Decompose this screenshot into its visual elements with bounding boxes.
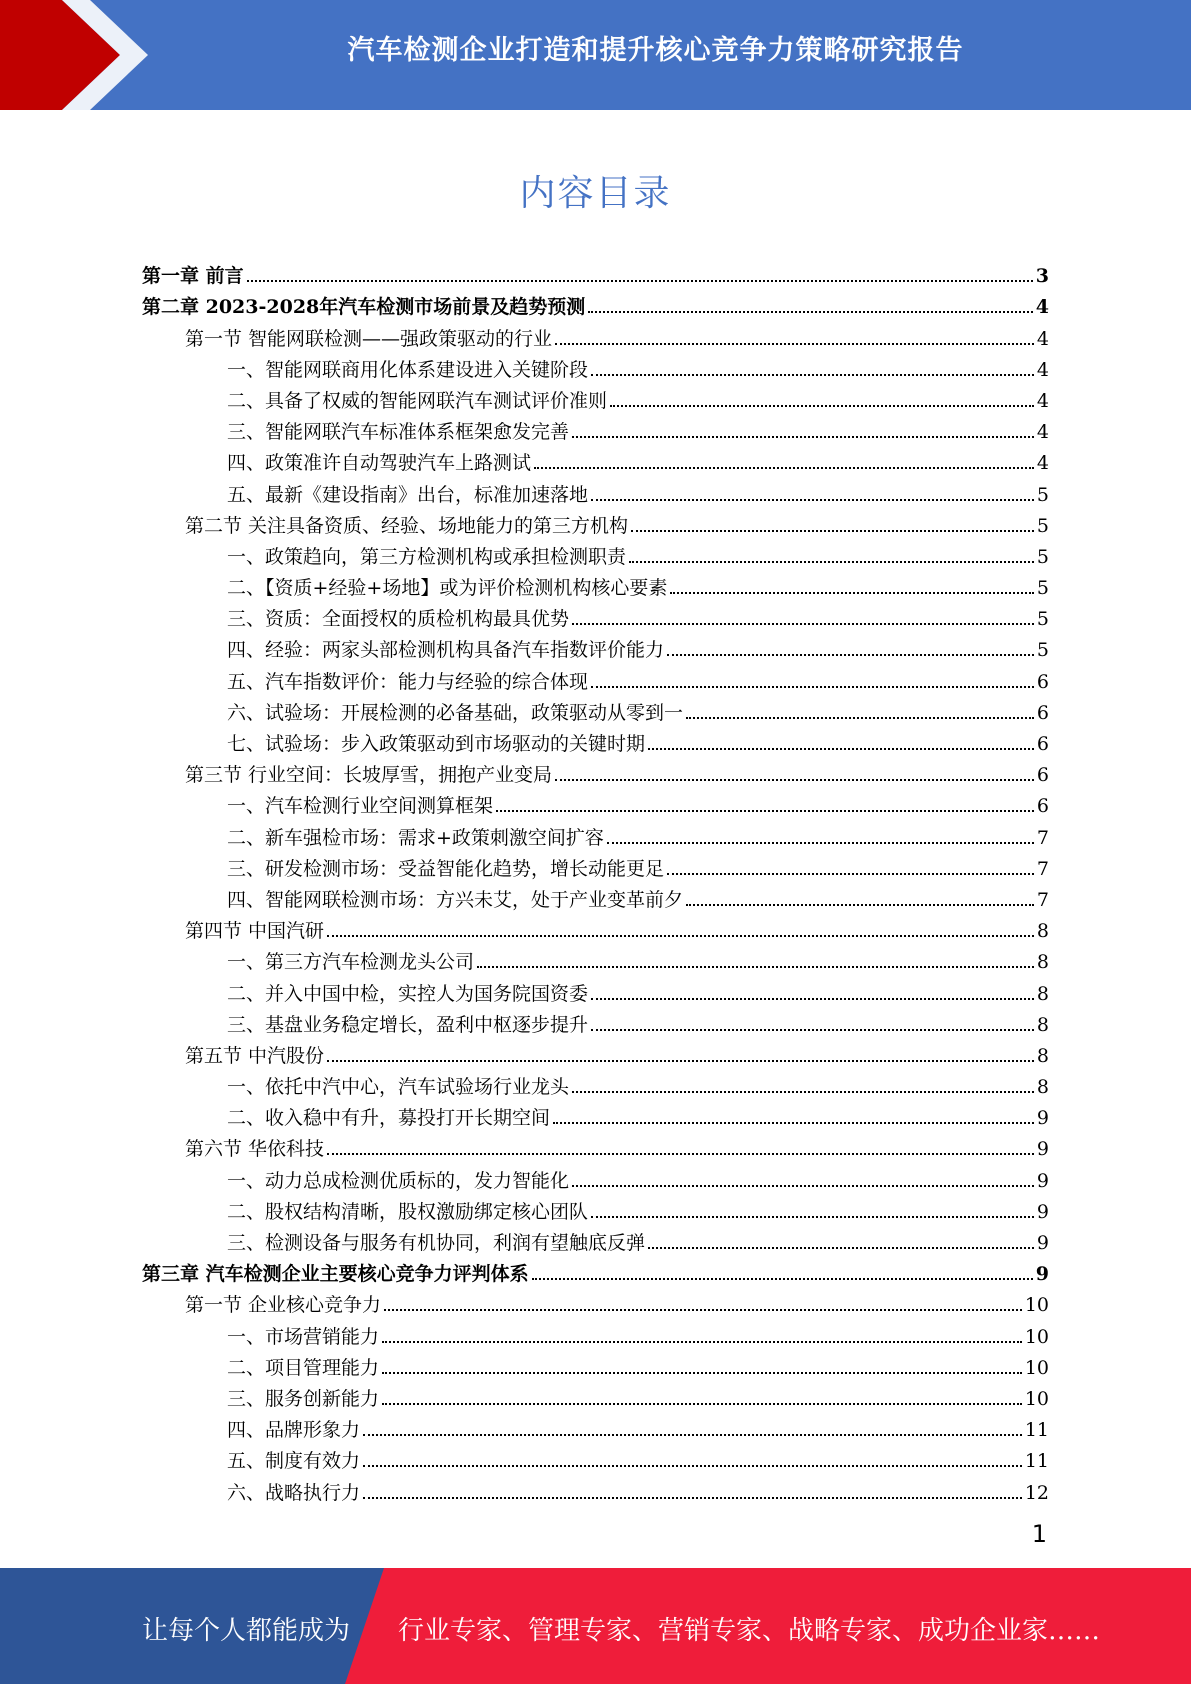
toc-entry-page: 9 xyxy=(1036,1138,1049,1161)
toc-entry[interactable] xyxy=(142,568,1049,599)
toc-leader-dots xyxy=(555,779,1034,781)
toc-entry-page: 8 xyxy=(1036,982,1049,1005)
toc-entry[interactable] xyxy=(142,1005,1049,1036)
toc-entry[interactable] xyxy=(142,287,1049,318)
footer-banner xyxy=(0,1568,1191,1684)
toc-leader-dots xyxy=(648,748,1034,750)
toc-entry-label: 一、动力总成检测优质标的，发力智能化 xyxy=(227,1169,570,1192)
toc-entry-label: 二、具备了权威的智能网联汽车测试评价准则 xyxy=(227,389,608,412)
report-title: 汽车检测企业打造和提升核心竞争力策略研究报告 xyxy=(347,35,964,66)
toc-entry[interactable] xyxy=(142,661,1049,692)
toc-entry-page: 10 xyxy=(1024,1356,1049,1379)
toc-entry-label: 六、试验场：开展检测的必备基础，政策驱动从零到一 xyxy=(227,701,684,724)
toc-entry-page: 4 xyxy=(1036,327,1049,350)
toc-entry-label: 一、依托中汽中心，汽车试验场行业龙头 xyxy=(227,1076,570,1099)
toc-entry-page: 8 xyxy=(1036,1013,1049,1036)
toc-entry-page: 10 xyxy=(1024,1325,1049,1348)
toc-leader-dots xyxy=(327,1153,1034,1155)
toc-entry-page: 4 xyxy=(1035,296,1049,319)
toc-entry[interactable] xyxy=(142,911,1049,942)
toc-entry-label: 第四节 中国汽研 xyxy=(185,920,325,943)
toc-entry-label: 第一节 企业核心竞争力 xyxy=(185,1294,382,1317)
toc-entry[interactable] xyxy=(142,506,1049,537)
toc-entry-label: 二、股权结构清晰，股权激励绑定核心团队 xyxy=(227,1200,589,1223)
toc-leader-dots xyxy=(607,842,1034,844)
toc-entry-label: 第三章 汽车检测企业主要核心竞争力评判体系 xyxy=(142,1263,529,1286)
toc-entry[interactable] xyxy=(142,1129,1049,1160)
toc-entry-page: 9 xyxy=(1036,1200,1049,1223)
toc-entry[interactable] xyxy=(142,1098,1049,1129)
toc-entry-page: 6 xyxy=(1036,670,1049,693)
toc-entry-label: 六、战略执行力 xyxy=(227,1481,361,1504)
toc-entry-page: 6 xyxy=(1036,701,1049,724)
toc-leader-dots xyxy=(572,623,1034,625)
toc-entry-label: 五、汽车指数评价：能力与经验的综合体现 xyxy=(227,670,589,693)
toc-leader-dots xyxy=(591,1216,1034,1218)
toc-leader-dots xyxy=(572,1185,1034,1187)
toc-entry[interactable] xyxy=(142,1379,1049,1410)
toc-entry-page: 11 xyxy=(1024,1450,1049,1473)
toc-entry-label: 二、【资质+经验+场地】或为评价检测机构核心要素 xyxy=(227,577,668,600)
toc-entry-label: 第五节 中汽股份 xyxy=(185,1044,325,1067)
toc-entry-label: 一、智能网联商用化体系建设进入关键阶段 xyxy=(227,358,589,381)
toc-heading: 内容目录 xyxy=(519,173,672,214)
toc-leader-dots xyxy=(382,1372,1022,1374)
toc-entry-label: 第一节 智能网联检测——强政策驱动的行业 xyxy=(185,327,553,350)
toc-leader-dots xyxy=(534,467,1034,469)
toc-entry-label: 第二章 2023-2028年汽车检测市场前景及趋势预测 xyxy=(142,296,586,319)
toc-leader-dots xyxy=(588,311,1033,313)
toc-entry-label: 三、服务创新能力 xyxy=(227,1387,380,1410)
toc-entry[interactable] xyxy=(142,350,1049,381)
toc-entry-label: 二、收入稳中有升，募投打开长期空间 xyxy=(227,1107,551,1130)
toc-entry[interactable] xyxy=(142,1472,1049,1503)
toc-entry-page: 8 xyxy=(1036,951,1049,974)
toc-entry-label: 七、试验场：步入政策驱动到市场驱动的关键时期 xyxy=(227,733,646,755)
toc-leader-dots xyxy=(591,374,1034,376)
toc-entry-label: 一、市场营销能力 xyxy=(227,1325,380,1348)
toc-entry-label: 第二节 关注具备资质、经验、场地能力的第三方机构 xyxy=(185,514,629,537)
toc-entry[interactable] xyxy=(142,1410,1049,1441)
toc-leader-dots xyxy=(629,561,1034,563)
toc-entry-label: 一、第三方汽车检测龙头公司 xyxy=(227,951,475,974)
toc-leader-dots xyxy=(363,1497,1022,1499)
toc-leader-dots xyxy=(670,592,1034,594)
toc-entry[interactable] xyxy=(142,942,1049,973)
toc-leader-dots xyxy=(591,686,1034,688)
toc-entry[interactable] xyxy=(142,849,1049,880)
toc-entry[interactable] xyxy=(142,381,1049,412)
toc-entry-page: 8 xyxy=(1036,1076,1049,1099)
toc-entry[interactable] xyxy=(142,1348,1049,1379)
toc-entry-label: 四、政策准许自动驾驶汽车上路测试 xyxy=(227,452,532,475)
toc-entry-page: 5 xyxy=(1036,545,1049,568)
toc-leader-dots xyxy=(686,717,1034,719)
toc-entry-label: 二、新车强检市场：需求+政策刺激空间扩容 xyxy=(227,826,604,849)
toc-entry-page: 8 xyxy=(1036,1044,1049,1067)
toc-entry-page: 8 xyxy=(1036,920,1049,943)
toc-leader-dots xyxy=(686,904,1034,906)
toc-leader-dots xyxy=(327,935,1034,937)
toc-entry-label: 二、项目管理能力 xyxy=(227,1356,380,1379)
toc-entry-label: 五、制度有效力 xyxy=(227,1450,361,1473)
toc-entry-page: 10 xyxy=(1024,1294,1049,1317)
toc-leader-dots xyxy=(555,343,1034,345)
toc-entry-page: 7 xyxy=(1036,857,1049,880)
toc-entry-label: 三、检测设备与服务有机协同，利润有望触底反弹 xyxy=(227,1232,646,1254)
toc-leader-dots xyxy=(327,1060,1034,1062)
toc-entry-page: 5 xyxy=(1036,483,1049,506)
toc-entry-label: 三、智能网联汽车标准体系框架愈发完善 xyxy=(227,421,570,444)
toc-entry-page: 3 xyxy=(1035,265,1049,288)
toc-entry[interactable] xyxy=(142,256,1049,287)
toc-leader-dots xyxy=(382,1341,1022,1343)
toc-entry[interactable] xyxy=(142,1285,1049,1316)
toc-entry-label: 第一章 前言 xyxy=(142,265,244,288)
toc-entry-label: 一、汽车检测行业空间测算框架 xyxy=(227,795,494,818)
toc-leader-dots xyxy=(591,998,1034,1000)
toc-entry[interactable] xyxy=(142,474,1049,505)
toc-leader-dots xyxy=(532,1278,1033,1280)
toc-entry-page: 7 xyxy=(1036,888,1049,911)
toc-entry-page: 4 xyxy=(1036,358,1049,381)
toc-entry[interactable] xyxy=(142,1067,1049,1098)
toc-entry-page: 12 xyxy=(1024,1481,1049,1504)
toc-entry-page: 4 xyxy=(1036,452,1049,475)
toc-entry[interactable] xyxy=(142,693,1049,724)
toc-entry-label: 二、并入中国中检，实控人为国务院国资委 xyxy=(227,982,589,1005)
toc-leader-dots xyxy=(631,530,1034,532)
toc-entry-page: 5 xyxy=(1036,639,1049,662)
toc-leader-dots xyxy=(247,280,1033,282)
toc-entry-label: 三、基盘业务稳定增长，盈利中枢逐步提升 xyxy=(227,1013,589,1036)
toc-entry-page: 6 xyxy=(1036,764,1049,787)
toc-entry[interactable] xyxy=(142,318,1049,349)
toc-entry-page: 9 xyxy=(1036,1107,1049,1130)
toc-entry[interactable] xyxy=(142,599,1049,630)
toc-entry-page: 5 xyxy=(1036,514,1049,537)
toc-entry-page: 9 xyxy=(1036,1169,1049,1192)
toc-leader-dots xyxy=(591,499,1034,501)
toc-entry-page: 5 xyxy=(1036,608,1049,631)
footer-slogan-right: 行业专家、管理专家、营销专家、战略专家、成功企业家…… xyxy=(398,1616,1101,1646)
toc-entry[interactable] xyxy=(142,786,1049,817)
toc-entry[interactable] xyxy=(142,1223,1049,1254)
toc-entry-label: 五、最新《建设指南》出台，标准加速落地 xyxy=(227,483,589,506)
toc-entry-page: 7 xyxy=(1036,826,1049,849)
toc-leader-dots xyxy=(667,654,1034,656)
toc-entry[interactable] xyxy=(142,1441,1049,1472)
toc-leader-dots xyxy=(591,1029,1034,1031)
toc-entry-label: 一、政策趋向，第三方检测机构或承担检测职责 xyxy=(227,545,627,568)
toc-entry-label: 第三节 行业空间：长坡厚雪，拥抱产业变局 xyxy=(185,764,553,787)
toc-leader-dots xyxy=(572,436,1034,438)
toc-entry[interactable] xyxy=(142,630,1049,661)
toc-entry-page: 11 xyxy=(1024,1419,1049,1442)
toc-entry[interactable] xyxy=(142,755,1049,786)
toc-entry[interactable] xyxy=(142,412,1049,443)
toc-entry[interactable] xyxy=(142,817,1049,848)
toc-entry-label: 四、经验：两家头部检测机构具备汽车指数评价能力 xyxy=(227,639,665,662)
toc-entry-page: 9 xyxy=(1035,1263,1049,1286)
page-number: 1 xyxy=(1031,1520,1047,1548)
toc-entry[interactable] xyxy=(142,973,1049,1004)
toc-leader-dots xyxy=(384,1309,1022,1311)
toc-entry-page: 10 xyxy=(1024,1387,1049,1410)
toc-entry[interactable] xyxy=(142,1036,1049,1067)
toc-entry-label: 第六节 华依科技 xyxy=(185,1138,325,1161)
toc-leader-dots xyxy=(553,1122,1034,1124)
toc-entry[interactable] xyxy=(142,537,1049,568)
toc-entry-label: 四、品牌形象力 xyxy=(227,1419,361,1442)
toc-entry[interactable] xyxy=(142,1160,1049,1191)
toc-entry-label: 三、研发检测市场：受益智能化趋势，增长动能更足 xyxy=(227,857,665,880)
toc-entry[interactable] xyxy=(142,724,1049,755)
toc-leader-dots xyxy=(667,873,1034,875)
toc-entry[interactable] xyxy=(142,443,1049,474)
toc-entry[interactable] xyxy=(142,1254,1049,1285)
toc-entry-page: 4 xyxy=(1036,421,1049,444)
footer-slogan-left: 让每个人都能成为 xyxy=(142,1616,351,1646)
toc-leader-dots xyxy=(477,966,1034,968)
toc-leader-dots xyxy=(610,405,1034,407)
toc-entry-label: 三、资质：全面授权的质检机构最具优势 xyxy=(227,608,570,631)
toc-leader-dots xyxy=(572,1091,1034,1093)
toc-entry-page: 6 xyxy=(1036,795,1049,818)
table-of-contents xyxy=(142,256,1049,1504)
toc-entry-page: 5 xyxy=(1036,577,1049,600)
toc-leader-dots xyxy=(363,1465,1022,1467)
header-banner xyxy=(0,0,1191,110)
toc-leader-dots xyxy=(496,810,1034,812)
toc-leader-dots xyxy=(382,1403,1022,1405)
toc-leader-dots xyxy=(648,1247,1034,1249)
toc-entry-page: 9 xyxy=(1036,1232,1049,1254)
toc-entry-label: 四、智能网联检测市场：方兴未艾，处于产业变革前夕 xyxy=(227,888,684,911)
toc-entry[interactable] xyxy=(142,880,1049,911)
toc-entry-page: 6 xyxy=(1036,733,1049,755)
toc-entry[interactable] xyxy=(142,1316,1049,1347)
toc-leader-dots xyxy=(363,1434,1022,1436)
toc-entry-page: 4 xyxy=(1036,389,1049,412)
toc-entry[interactable] xyxy=(142,1192,1049,1223)
